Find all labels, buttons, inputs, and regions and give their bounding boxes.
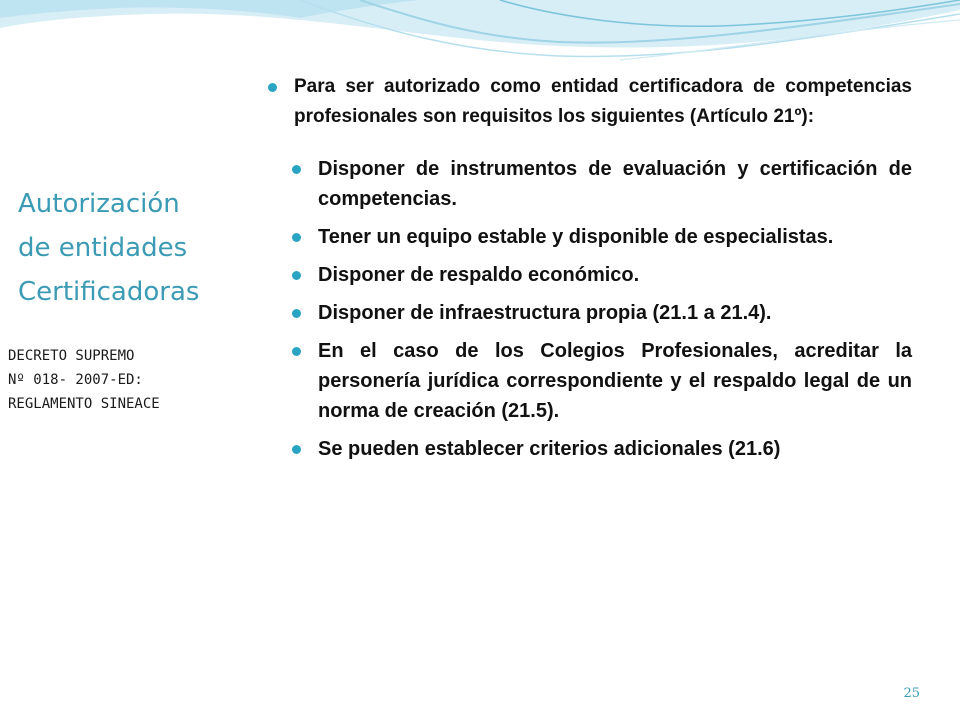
bullet-icon	[292, 445, 301, 454]
bullet-icon	[292, 271, 301, 280]
requirement-text: Disponer de infraestructura propia (21.1 a 21.4).	[318, 302, 772, 324]
list-item	[292, 260, 912, 290]
bullet-icon	[292, 309, 301, 318]
list-item	[292, 434, 912, 464]
bullet-icon	[268, 83, 277, 92]
requirement-text: En el caso de los Colegios Profesionales, acreditar la personería jurídica correspondiente y el respaldo legal de un norma de creación (21.5).	[318, 340, 912, 422]
slide-content	[292, 72, 912, 472]
list-item	[292, 336, 912, 426]
intro-text: Para ser autorizado como entidad certificadora de competencias profesionales son requisitos los siguientes (Artículo 21º):	[294, 76, 912, 127]
bullet-icon	[292, 233, 301, 242]
requirement-text: Se pueden establecer criterios adicionales (21.6)	[318, 438, 781, 460]
page-number: 25	[903, 686, 920, 701]
requirement-text: Tener un equipo estable y disponible de especialistas.	[318, 226, 834, 248]
slide-title-line-1: Autorización	[18, 189, 180, 219]
requirement-text: Disponer de instrumentos de evaluación y certificación de competencias.	[318, 158, 912, 210]
decree-line-3: REGLAMENTO SINEACE	[8, 396, 160, 412]
list-item	[292, 154, 912, 214]
bullet-icon	[292, 347, 301, 356]
bullet-icon	[292, 165, 301, 174]
slide-title	[18, 182, 258, 314]
list-item	[292, 222, 912, 252]
intro-paragraph	[292, 72, 912, 132]
slide-title-line-2: de entidades	[18, 233, 188, 263]
list-item	[292, 298, 912, 328]
requirement-text: Disponer de respaldo económico.	[318, 264, 640, 286]
decree-line-1: DECRETO SUPREMO	[8, 348, 135, 364]
decree-reference	[8, 344, 238, 416]
decree-line-2: Nº 018- 2007-ED:	[8, 372, 143, 388]
requirements-list	[292, 154, 912, 464]
header-wave-decoration	[0, 0, 960, 80]
slide-title-line-3: Certificadoras	[18, 277, 200, 307]
